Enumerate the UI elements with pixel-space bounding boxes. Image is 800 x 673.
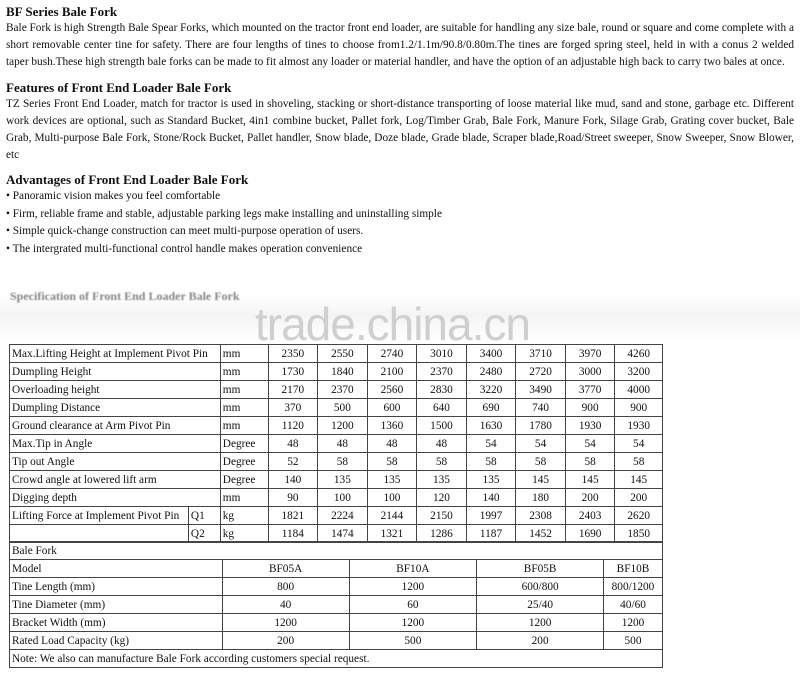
advantage-item: • Panoramic vision makes you feel comfortable (6, 190, 221, 202)
spec-param: Overloading height (10, 381, 221, 399)
spec-cell: 1997 (466, 507, 516, 525)
table-row (10, 632, 663, 650)
spec-cell: 1474 (318, 525, 368, 543)
spec-cell: 54 (516, 435, 566, 453)
bale-cell: 40/60 (604, 596, 663, 614)
bale-cell: 40 (222, 596, 349, 614)
spec-cell: 140 (268, 471, 318, 489)
spec-cell: 3490 (516, 381, 566, 399)
spec-cell: 52 (268, 453, 318, 471)
bale-model: BF10A (349, 560, 477, 578)
spec-cell: 2560 (367, 381, 417, 399)
spec-cell: 135 (318, 471, 368, 489)
spec-table (9, 344, 663, 543)
table-row (10, 560, 663, 578)
spec-param: Lifting Force at Implement Pivot Pin (10, 507, 189, 525)
spec-cell: 58 (516, 453, 566, 471)
spec-cell: 4000 (615, 381, 663, 399)
spec-cell: 54 (466, 435, 516, 453)
bf-text: Bale Fork is high Strength Bale Spear Forks, which mounted on the tractor front end loader, are suitable for handling any size bale, round or square and come complete with a short removable center tine for safety. There are four lengths of tines to choose from1.2/1.1m/90.8/0.80m.The tines are forged spring steel, held in with a conus 2 welded taper bush.These high strength bale forks can be made to fit almost any loader or material handler, and have the option of an adjustable high back to carry two bales at once. (6, 22, 794, 68)
spec-cell: 3710 (516, 345, 566, 363)
spec-cell: 1840 (318, 363, 368, 381)
bale-row-label: Tine Diameter (mm) (10, 596, 223, 614)
spec-param: Crowd angle at lowered lift arm (10, 471, 221, 489)
table-row (10, 614, 663, 632)
table-row (10, 578, 663, 596)
table-row (10, 363, 663, 381)
spec-cell: 135 (367, 471, 417, 489)
spec-cell: 48 (417, 435, 467, 453)
spec-unit: mm (220, 381, 268, 399)
spec-cell: 1187 (466, 525, 516, 543)
spec-cell: 3220 (466, 381, 516, 399)
bale-cell: 200 (222, 632, 349, 650)
spec-cell: 1850 (615, 525, 663, 543)
spec-cell: 900 (565, 399, 615, 417)
table-row (10, 542, 663, 560)
spec-cell: 2403 (565, 507, 615, 525)
spec-cell: 690 (466, 399, 516, 417)
spec-cell: 2740 (367, 345, 417, 363)
bale-cell: 800/1200 (604, 578, 663, 596)
spec-cell: 2150 (417, 507, 467, 525)
spec-title: Specification of Front End Loader Bale Fork (10, 289, 240, 303)
spec-unit: Degree (220, 453, 268, 471)
spec-cell: 2620 (615, 507, 663, 525)
bale-title: Bale Fork (10, 542, 663, 560)
spec-cell: 58 (417, 453, 467, 471)
bale-cell: 1200 (349, 578, 477, 596)
spec-cell: 2550 (318, 345, 368, 363)
spec-cell: 2830 (417, 381, 467, 399)
spec-cell: 58 (367, 453, 417, 471)
spec-cell: 2308 (516, 507, 566, 525)
table-row (10, 596, 663, 614)
spec-cell: 58 (466, 453, 516, 471)
spec-cell: 2170 (268, 381, 318, 399)
spec-cell: 1930 (615, 417, 663, 435)
bale-model: BF05A (222, 560, 349, 578)
spec-cell: 58 (318, 453, 368, 471)
table-row (10, 650, 663, 668)
advantages-title: Advantages of Front End Loader Bale Fork (6, 172, 249, 187)
spec-cell: 140 (466, 489, 516, 507)
spec-cell: 3400 (466, 345, 516, 363)
table-row (10, 399, 663, 417)
spec-cell: 1120 (268, 417, 318, 435)
spec-unit: mm (220, 363, 268, 381)
spec-cell: 54 (615, 435, 663, 453)
advantages-list (6, 188, 794, 258)
spec-unit: mm (220, 345, 268, 363)
spec-cell: 1930 (565, 417, 615, 435)
bale-cell: 1200 (477, 614, 604, 632)
table-row (10, 489, 663, 507)
table-row (10, 471, 663, 489)
spec-unit: kg (220, 507, 268, 525)
spec-param: Ground clearance at Arm Pivot Pin (10, 417, 221, 435)
spec-param: Digging depth (10, 489, 221, 507)
spec-cell: 500 (318, 399, 368, 417)
spec-table-body (10, 345, 663, 543)
spec-param: Dumpling Distance (10, 399, 221, 417)
spec-cell: 135 (417, 471, 467, 489)
spec-cell: 54 (565, 435, 615, 453)
spec-cell: 1630 (466, 417, 516, 435)
spec-cell: 145 (615, 471, 663, 489)
bale-note: Note: We also can manufacture Bale Fork according customers special request. (10, 650, 663, 668)
bale-cell: 800 (222, 578, 349, 596)
spec-unit: mm (220, 489, 268, 507)
bale-row-label: Tine Length (mm) (10, 578, 223, 596)
spec-cell: 1200 (318, 417, 368, 435)
spec-unit: Degree (220, 471, 268, 489)
table-row (10, 525, 663, 543)
spec-cell: 2720 (516, 363, 566, 381)
spec-cell: 1184 (268, 525, 318, 543)
bale-cell: 1200 (222, 614, 349, 632)
spec-cell: 4260 (615, 345, 663, 363)
bf-title: BF Series Bale Fork (6, 4, 118, 19)
spec-cell: 58 (565, 453, 615, 471)
bale-fork-table (9, 541, 663, 668)
spec-cell: 640 (417, 399, 467, 417)
spec-cell: 2370 (318, 381, 368, 399)
spec-cell: 90 (268, 489, 318, 507)
spec-param: Tip out Angle (10, 453, 221, 471)
spec-cell: 48 (318, 435, 368, 453)
spec-cell: 370 (268, 399, 318, 417)
bale-cell: 500 (604, 632, 663, 650)
spec-cell: 2100 (367, 363, 417, 381)
spec-cell: 135 (466, 471, 516, 489)
spec-cell: 600 (367, 399, 417, 417)
spec-cell: 145 (565, 471, 615, 489)
spec-cell: 3000 (565, 363, 615, 381)
table-row (10, 453, 663, 471)
spec-cell: 1360 (367, 417, 417, 435)
spec-param (10, 525, 189, 543)
spec-cell: 1321 (367, 525, 417, 543)
spec-cell: 1286 (417, 525, 467, 543)
table-row (10, 507, 663, 525)
bale-cell: 500 (349, 632, 477, 650)
spec-cell: 200 (615, 489, 663, 507)
spec-cell: 48 (367, 435, 417, 453)
bale-row-label: Rated Load Capacity (kg) (10, 632, 223, 650)
features-text: TZ Series Front End Loader, match for tractor is used in shoveling, stacking or short-distance transporting of loose material like mud, sand and stone, garbage etc. Different work devices are optional, such as Standard Bucket, 4in1 combine bucket, Pallet fork, Log/Timber Grab, Bale Fork, Manure Fork, Silage Grab, Grating cover bucket, Bale Grab, Multi-purpose Bale Fork, Stone/Rock Bucket, Pallet handler, Snow blade, Doze blade, Grade blade, Scraper blade,Road/Street sweeper, Snow Sweeper, Snow Blower, etc (6, 98, 794, 161)
spec-cell: 100 (318, 489, 368, 507)
spec-cell: 58 (615, 453, 663, 471)
description-section (6, 4, 794, 258)
spec-cell: 1780 (516, 417, 566, 435)
bale-cell: 25/40 (477, 596, 604, 614)
spec-cell: 3970 (565, 345, 615, 363)
bale-model: BF05B (477, 560, 604, 578)
spec-cell: 900 (615, 399, 663, 417)
features-title: Features of Front End Loader Bale Fork (6, 80, 232, 95)
spec-cell: 48 (268, 435, 318, 453)
spec-cell: 740 (516, 399, 566, 417)
spec-cell: 1500 (417, 417, 467, 435)
bale-cell: 60 (349, 596, 477, 614)
spec-unit: mm (220, 399, 268, 417)
spec-cell: 200 (565, 489, 615, 507)
bale-cell: 1200 (349, 614, 477, 632)
spec-cell: 1690 (565, 525, 615, 543)
spec-unit: mm (220, 417, 268, 435)
spec-cell: 2370 (417, 363, 467, 381)
spec-param: Max.Tip in Angle (10, 435, 221, 453)
spec-param: Dumpling Height (10, 363, 221, 381)
watermark: trade.china.cn (255, 298, 530, 350)
spec-cell: 3010 (417, 345, 467, 363)
spec-cell: 180 (516, 489, 566, 507)
spec-unit: Degree (220, 435, 268, 453)
spec-cell: 2350 (268, 345, 318, 363)
spec-sub: Q1 (188, 507, 220, 525)
bale-cell: 200 (477, 632, 604, 650)
spec-unit: kg (220, 525, 268, 543)
spec-cell: 1730 (268, 363, 318, 381)
table-row (10, 435, 663, 453)
spec-cell: 2224 (318, 507, 368, 525)
table-row (10, 417, 663, 435)
advantage-item: • Simple quick-change construction can meet multi-purpose operation of users. (6, 225, 364, 238)
spec-cell: 1452 (516, 525, 566, 543)
spec-cell: 120 (417, 489, 467, 507)
spec-cell: 3770 (565, 381, 615, 399)
spec-cell: 100 (367, 489, 417, 507)
spec-cell: 2144 (367, 507, 417, 525)
bale-header-label: Model (10, 560, 223, 578)
spec-cell: 145 (516, 471, 566, 489)
bale-row-label: Bracket Width (mm) (10, 614, 223, 632)
bale-cell: 600/800 (477, 578, 604, 596)
spec-cell: 2480 (466, 363, 516, 381)
table-row (10, 345, 663, 363)
bale-model: BF10B (604, 560, 663, 578)
bale-cell: 1200 (604, 614, 663, 632)
spec-cell: 3200 (615, 363, 663, 381)
advantage-item: • The intergrated multi-functional control handle makes operation convenience (6, 242, 363, 255)
advantage-item: • Firm, reliable frame and stable, adjustable parking legs make installing and uninstalling simple (6, 207, 442, 220)
spec-param: Max.Lifting Height at Implement Pivot Pin (10, 345, 221, 363)
spec-cell: 1821 (268, 507, 318, 525)
spec-sub: Q2 (188, 525, 220, 543)
table-row (10, 381, 663, 399)
